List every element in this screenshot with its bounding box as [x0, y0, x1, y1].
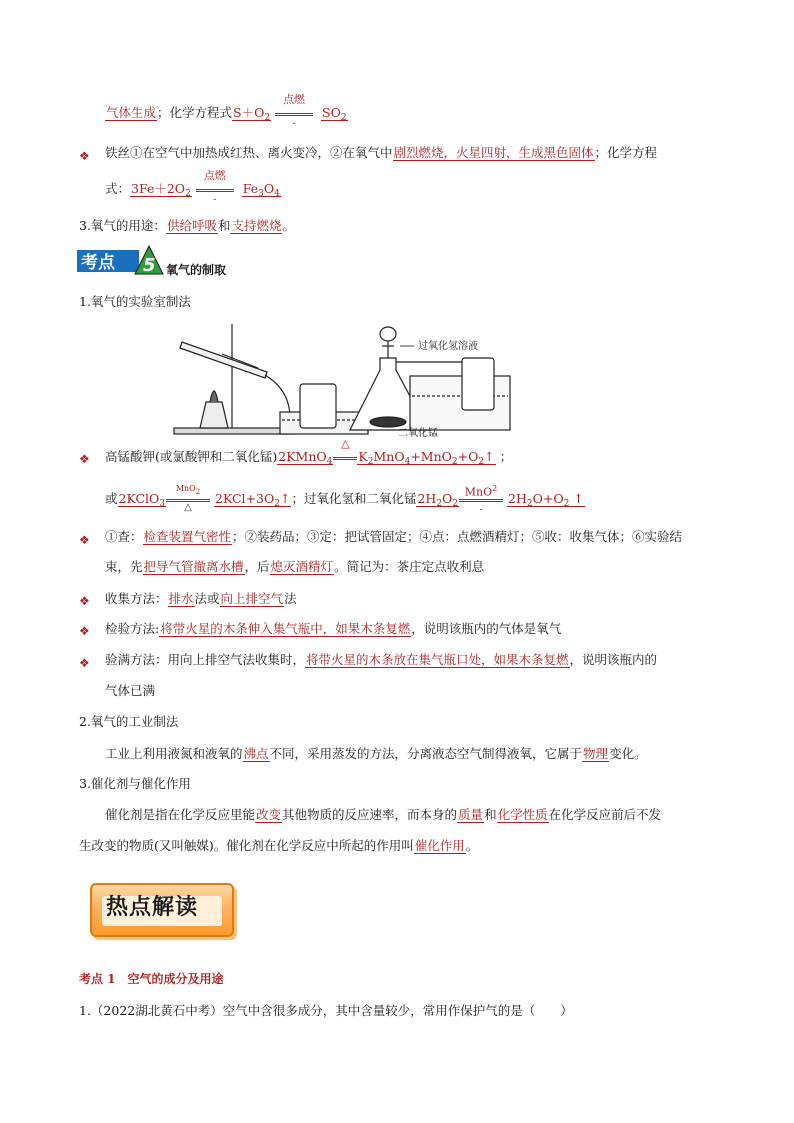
hot-topic-banner [90, 883, 234, 937]
hot-topic-title: 热点解读 [106, 895, 199, 920]
bullet-icon: ❖ [79, 149, 90, 163]
test-method-line: 检验方法:将带火星的木条伸入集气瓶中，如果木条复燃，说明该瓶内的气体是氧气 [105, 621, 562, 636]
section-title: 氧气的制取 [166, 263, 227, 277]
line-2: 铁丝①在空气中加热成红热、离火变冷，②在氧气中剧烈燃烧，火星四射，生成黑色固体；化学方程 [105, 145, 658, 160]
line-3: 式：$3Fe+2O_2$ 点燃 - $Fe_3O_4$ [105, 169, 280, 205]
heading-industrial: 2.氧气的工业制法 [79, 714, 179, 729]
collect-method-line: 收集方法：排水法或向上排空气法 [105, 591, 297, 606]
kaodian-badge-icon [77, 244, 165, 276]
question-1: 1.（2022湖北黄石中考）空气中含很多成分，其中含量较少，常用作保护气的是（ ） [79, 1003, 573, 1018]
steps-line-2: 束，先把导气管撤离水槽，后熄灭酒精灯。简记为：茶庄定点收利息 [105, 559, 485, 574]
catalyst-line-1: 催化剂是指在化学反应里能改变其他物质的反应速率，而本身的质量和化学性质在化学反应前后不发 [105, 807, 662, 822]
bullet-icon: ❖ [79, 533, 90, 547]
kmno4-line: 高锰酸钾(或氯酸钾和二氧化锰)2KMnO$_4$ △ $K_2MnO_4+MnO_2+O_2↑$ ； [105, 437, 513, 467]
apparatus-figure [170, 318, 530, 440]
svg-text:过氧化氢溶液: 过氧化氢溶液 [418, 341, 478, 352]
svg-text:二氧化锰: 二氧化锰 [398, 428, 438, 439]
equation-condition: 点燃 - [275, 107, 313, 117]
full-check-line: 验满方法：用向上排空气法收集时，将带火星的木条放在集气瓶口处，如果木条复燃，说明该瓶内的 [105, 652, 658, 667]
svg-text:5: 5 [143, 255, 156, 276]
bullet-icon: ❖ [79, 624, 90, 638]
kclo3-h2o2-line: 或2KClO$_3$ MnO2 △ $2KCl+3O_2↑$；过氧化氢和二氧化锰$2H_2O_2$ MnO$^2$ - $2H_2O+O_2$ ↑ [105, 484, 584, 515]
full-check-line-2: 气体已满 [105, 683, 156, 698]
heading-catalyst: 3.催化剂与催化作用 [79, 776, 191, 791]
steps-line-1: ①查：检查装置气密性；②装药品；③定：把试管固定；④点：点燃酒精灯；⑤收：收集气体；⑥实验结 [105, 529, 683, 544]
heading-lab-method: 1.氧气的实验室制法 [79, 294, 191, 309]
svg-text:考点: 考点 [81, 253, 115, 273]
uses-line: 3.氧气的用途：供给呼吸和支持燃烧。 [79, 218, 295, 233]
bullet-icon: ❖ [79, 656, 90, 670]
catalyst-line-2: 生改变的物质(又叫触媒)。催化剂在化学反应中所起的作用叫催化作用。 [79, 838, 479, 853]
industrial-line: 工业上利用液氮和液氧的沸点不同，采用蒸发的方法，分离液态空气制得液氧，它属于物理变化。 [105, 746, 647, 761]
kaodian-1-heading: 考点 1 空气的成分及用途 [79, 972, 224, 986]
bullet-icon: ❖ [79, 594, 90, 608]
bullet-icon: ❖ [79, 452, 90, 466]
line-1: 气体生成；化学方程式$S+O_2$ 点燃 - $SO_2$ [106, 93, 347, 129]
